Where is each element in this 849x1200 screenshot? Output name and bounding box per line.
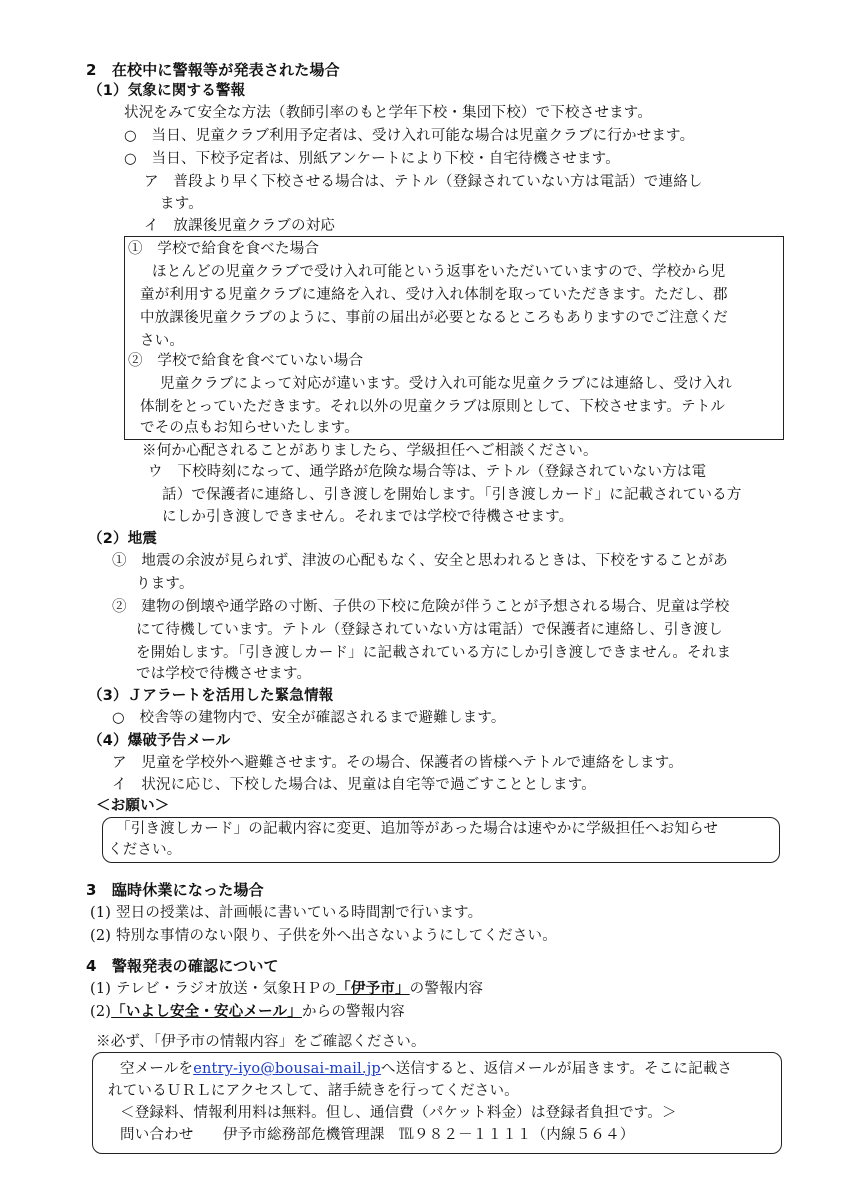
bomb-threat-item-a: ア 児童を学校外へ避難させます。その場合、保護者の皆様へテトルで連絡をします。 [112, 755, 683, 771]
earthquake-item1-line1: ① 地震の余波が見られず、津波の心配もなく、安全と思われるときは、下校をすることがあ [112, 553, 728, 569]
mail-box-line2: れているＵＲＬにアクセスして、諸手続きを行ってください。 [108, 1083, 519, 1099]
request-line2: ください。 [108, 842, 182, 858]
check-item2-prefix: (2) [90, 1004, 112, 1020]
registration-email-link[interactable]: entry-iyo@bousai-mail.jp [193, 1061, 381, 1077]
club-case2-line3: でその点もお知らせいたします。 [140, 420, 359, 436]
confirm-note: ※必ず、「伊予市の情報内容」をご確認ください。 [96, 1034, 426, 1050]
iyo-city-highlight: 「伊予市」 [336, 981, 410, 997]
j-alert-item: ○ 校舎等の建物内で、安全が確認されるまで避難します。 [112, 710, 506, 726]
weather-warning-heading: （1）気象に関する警報 [88, 83, 246, 99]
weather-intro: 状況をみて安全な方法（教師引率のもと学年下校・集団下校）で下校させます。 [124, 105, 653, 121]
check-item1 [90, 979, 483, 999]
weather-item-i: イ 放課後児童クラブの対応 [144, 218, 336, 234]
club-case1-line3: 中放課後児童クラブのように、事前の届出が必要となるところもありますのでご注意くだ [140, 310, 728, 326]
earthquake-heading: （2）地震 [88, 531, 158, 547]
check-item2 [90, 1002, 405, 1022]
mail-box-line1-prefix: 空メールを [120, 1061, 194, 1077]
check-item1-suffix: の警報内容 [409, 981, 484, 997]
closure-item1: (1) 翌日の授業は、計画帳に書いている時間割で行います。 [90, 905, 483, 921]
mail-box-fee-note: ＜登録料、情報利用料は無料。但し、通信費（パケット料金）は登録者負担です。＞ [120, 1105, 677, 1121]
section-2-title: 2 在校中に警報等が発表された場合 [86, 61, 340, 79]
safety-mail-highlight: 「いよし安全・安心メール」 [111, 1004, 302, 1020]
club-case1-line1: ほとんどの児童クラブで受け入れ可能という返事をいただいていますので、学校から児 [152, 264, 726, 280]
section-4-title: 4 警報発表の確認について [86, 957, 279, 975]
earthquake-item1-line2: ります。 [136, 576, 194, 592]
club-case1-line2: 童が利用する児童クラブに連絡を入れ、受け入れ体制を取っていただきます。ただし、郡 [140, 287, 728, 303]
weather-item-u-line1: ウ 下校時刻になって、通学路が危険な場合等は、テトル（登録されていない方は電 [148, 464, 707, 480]
mail-box-line1 [120, 1059, 732, 1079]
consult-note: ※何か心配されることがありましたら、学級担任へご相談ください。 [142, 443, 598, 459]
section-3-title: 3 臨時休業になった場合 [86, 881, 264, 899]
weather-club-item: ○ 当日、児童クラブ利用予定者は、受け入れ可能な場合は児童クラブに行かせます。 [124, 128, 695, 144]
earthquake-item2-line2: にて待機しています。テトル（登録されていない方は電話）で保護者に連絡し、引き渡し [136, 622, 723, 638]
mail-box-line1-suffix: へ送信すると、返信メールが届きます。そこに記載さ [380, 1061, 733, 1077]
earthquake-item2-line3: を開始します。「引き渡しカード」に記載されている方にしか引き渡しできません。それま [136, 645, 732, 661]
club-case1-line4: さい。 [140, 333, 185, 349]
mail-box-contact: 問い合わせ 伊予市総務部危機管理課 ℡９８２－１１１１（内線５６４） [120, 1127, 635, 1143]
club-case1-heading: ① 学校で給食を食べた場合 [128, 241, 320, 257]
j-alert-heading: （3）Ｊアラートを活用した緊急情報 [88, 688, 334, 704]
earthquake-item2-line1: ② 建物の倒壊や通学路の寸断、子供の下校に危険が伴うことが予想される場合、児童は学校 [112, 599, 730, 615]
earthquake-item2-line4: では学校で待機させます。 [136, 666, 312, 682]
bomb-threat-item-i: イ 状況に応じ、下校した場合は、児童は自宅等で過ごすこととします。 [112, 777, 596, 793]
request-heading: ＜お願い＞ [96, 798, 170, 814]
check-item1-prefix: (1) テレビ・ラジオ放送・気象ＨＰの [90, 981, 337, 997]
weather-item-a-line1: ア 普段より早く下校させる場合は、テトル（登録されていない方は電話）で連絡し [144, 174, 703, 190]
bomb-threat-heading: （4）爆破予告メール [88, 733, 231, 749]
closure-item2: (2) 特別な事情のない限り、子供を外へ出さないようにしてください。 [90, 928, 557, 944]
check-item2-suffix: からの警報内容 [301, 1004, 405, 1020]
request-line1: 「引き渡しカード」の記載内容に変更、追加等があった場合は速やかに学級担任へお知らせ [116, 821, 719, 837]
weather-home-item: ○ 当日、下校予定者は、別紙アンケートにより下校・自宅待機させます。 [124, 151, 620, 167]
club-case2-heading: ② 学校で給食を食べていない場合 [128, 353, 364, 369]
club-case2-line1: 児童クラブによって対応が違います。受け入れ可能な児童クラブには連絡し、受け入れ [160, 376, 733, 392]
weather-item-u-line3: にしか引き渡しできません。それまでは学校で待機させます。 [162, 509, 574, 525]
weather-item-u-line2: 話）で保護者に連絡し、引き渡しを開始します。「引き渡しカード」に記載されている方 [162, 487, 742, 503]
weather-item-a-line2: ます。 [160, 196, 203, 212]
club-case2-line2: 体制をとっていただきます。それ以外の児童クラブは原則として、下校させます。テトル [140, 399, 726, 415]
